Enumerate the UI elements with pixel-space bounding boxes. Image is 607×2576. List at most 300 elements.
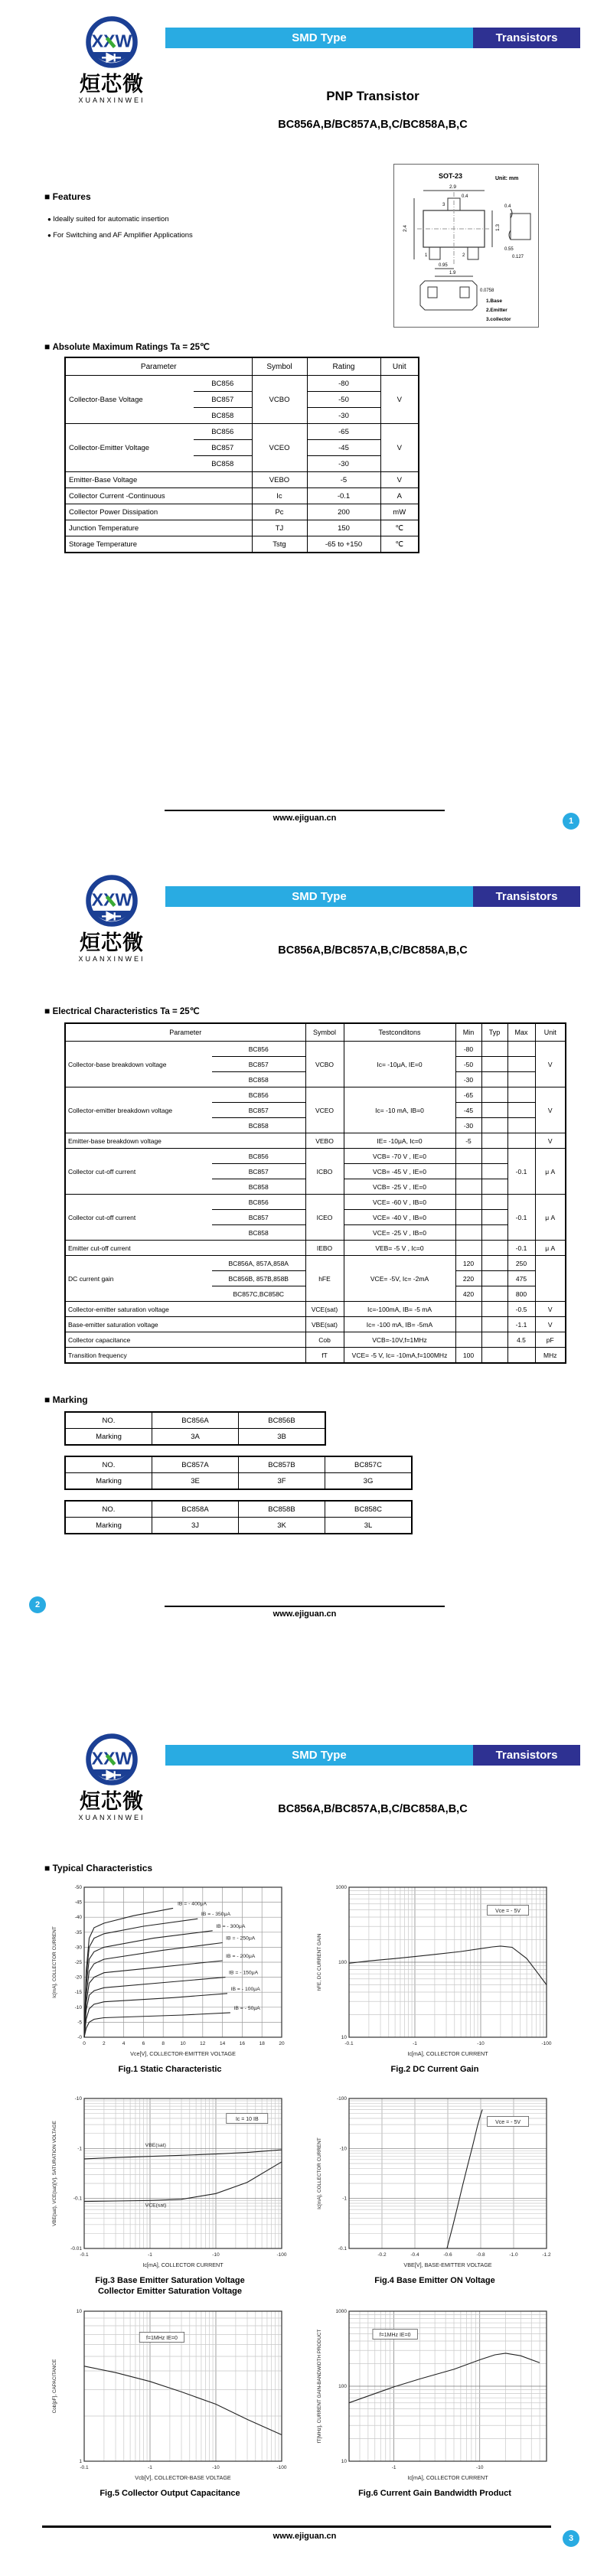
figure-6-caption: Fig.6 Current Gain Bandwidth Product [358,2489,511,2498]
svg-text:-40: -40 [74,1915,82,1921]
footer-rule [165,1606,445,1607]
col-header-unit: Unit [535,1023,566,1042]
rating-cell: 150 [307,520,380,536]
svg-text:Ic[mA], COLLECTOR CURRENT: Ic[mA], COLLECTOR CURRENT [52,1926,57,1998]
figure-1-caption: Fig.1 Static Characteristic [118,2065,222,2074]
marking-cell: BC857B [239,1456,325,1473]
table-row [65,1332,566,1348]
device-cell: BC858 [212,1072,305,1087]
parameter-cell: Junction Temperature [65,520,252,536]
svg-text:10: 10 [341,2035,347,2040]
svg-text:16: 16 [239,2041,246,2046]
svg-text:-1: -1 [413,2041,417,2046]
parameter-cell: Storage Temperature [65,536,252,553]
min-cell: -30 [455,1118,481,1133]
banner-smd-type: SMD Type [165,886,473,907]
min-cell: -50 [455,1057,481,1072]
svg-text:Vce = - 5V: Vce = - 5V [495,2120,521,2126]
condition-cell: VCB= -45 V , IE=0 [344,1164,455,1179]
table-row [65,357,419,376]
company-logo [64,14,159,104]
min-cell: -80 [455,1042,481,1057]
device-cell: BC856 [194,376,252,392]
typ-cell [481,1149,507,1164]
svg-text:IB = - 300μA: IB = - 300μA [216,1923,246,1929]
table-row [65,376,419,392]
parameter-cell: Collector capacitance [65,1332,305,1348]
svg-text:10: 10 [180,2041,186,2046]
table-row [65,1429,325,1446]
svg-text:f=1MHz IE=0: f=1MHz IE=0 [379,2333,411,2339]
symbol-cell: IEBO [305,1241,344,1256]
dim-lead-thickness: 0.127 [512,255,524,259]
footer-rule [42,2525,551,2528]
svg-text:-1: -1 [342,2196,347,2202]
company-logo [64,1731,159,1821]
max-cell: -0.1 [507,1241,535,1256]
figure-5-plot [47,2304,292,2487]
max-cell [507,1118,535,1133]
min-cell [455,1332,481,1348]
svg-text:1000: 1000 [335,1885,347,1890]
rating-cell: -5 [307,472,380,488]
svg-text:4: 4 [122,2041,126,2046]
min-cell [455,1210,481,1225]
min-cell [455,1195,481,1210]
unit-cell: ℃ [380,520,419,536]
marking-table [64,1456,413,1490]
features-title: ■ Features [44,191,91,202]
max-cell: 475 [507,1271,535,1286]
col-header-typ: Typ [481,1023,507,1042]
symbol-cell: TJ [252,520,307,536]
svg-text:1000: 1000 [335,2309,347,2314]
table-row [65,1023,566,1042]
marking-cell: Marking [65,1518,152,1534]
condition-cell: VCE= -5V, Ic= -2mA [344,1256,455,1302]
svg-text:-10: -10 [339,2146,347,2152]
device-cell: BC858 [212,1179,305,1195]
svg-text:-100: -100 [541,2041,552,2046]
marking-cell: 3G [325,1473,413,1490]
typ-cell [481,1256,507,1271]
typ-cell [481,1241,507,1256]
package-unit-note: Unit: mm [495,176,519,181]
svg-text:Ic[mA], COLLECTOR CURRENT: Ic[mA], COLLECTOR CURRENT [317,2137,322,2209]
figure-2-caption: Fig.2 DC Current Gain [390,2065,479,2074]
svg-text:Ic[mA], COLLECTOR CURRENT: Ic[mA], COLLECTOR CURRENT [142,2261,224,2268]
typ-cell [481,1302,507,1317]
svg-text:-0.6: -0.6 [443,2252,452,2258]
table-row [65,1518,412,1534]
min-cell: -45 [455,1103,481,1118]
table-row [65,1317,566,1332]
logo-emblem [83,14,140,70]
typ-cell [481,1133,507,1149]
table-row [65,472,419,488]
typ-cell [481,1225,507,1241]
unit-cell: V [535,1302,566,1317]
typ-cell [481,1087,507,1103]
svg-text:VBE[V], BASE-EMITTER VOLTAGE: VBE[V], BASE-EMITTER VOLTAGE [403,2261,492,2268]
svg-text:10: 10 [341,2459,347,2464]
parameter-cell: Collector-emitter saturation voltage [65,1302,305,1317]
abs-max-table [64,357,419,553]
condition-cell: VCE= -5 V, Ic= -10mA,f=100MHz [344,1348,455,1364]
figure-5 [47,2304,294,2498]
svg-text:-10: -10 [476,2465,484,2470]
condition-cell: VCE= -25 V , IB=0 [344,1225,455,1241]
device-cell: BC857 [194,392,252,408]
elec-table-wrap [64,1022,566,1364]
svg-text:100: 100 [338,1960,347,1965]
typ-cell [481,1332,507,1348]
svg-text:-10: -10 [212,2465,220,2470]
typ-cell [481,1210,507,1225]
rating-cell: -0.1 [307,488,380,504]
table-row [65,1348,566,1364]
dim-tab-width: 0.4 [462,194,468,199]
page-3 [0,1717,607,2576]
condition-cell: VEB= -5 V , Ic=0 [344,1241,455,1256]
svg-text:IB = - 350μA: IB = - 350μA [201,1912,231,1918]
pin-legend-3: 3.collector [486,317,511,322]
doc-title: PNP Transistor [326,89,419,103]
svg-text:-25: -25 [74,1960,82,1965]
pin-legend-1: 1.Base [486,298,502,304]
symbol-cell: ICBO [305,1149,344,1195]
logo-emblem [83,1731,140,1788]
parameter-cell: Emitter cut-off current [65,1241,305,1256]
pin-legend-2: 2.Emitter [486,308,507,313]
svg-text:-0.01: -0.01 [70,2246,82,2252]
table-row [65,1195,566,1210]
banner [165,886,580,907]
condition-cell: VCB= -25 V , IE=0 [344,1179,455,1195]
table-row [65,1087,566,1103]
svg-text:IB = - 200μA: IB = - 200μA [226,1954,256,1960]
svg-text:-0.1: -0.1 [338,2246,347,2252]
parameter-cell: DC current gain [65,1256,212,1302]
symbol-cell: VCEO [305,1087,344,1133]
abs-max-title: ■ Absolute Maximum Ratings Ta = 25℃ [44,341,210,352]
symbol-cell: VEBO [252,472,307,488]
svg-text:IB = - 150μA: IB = - 150μA [229,1970,259,1976]
condition-cell: VCB= -70 V , IE=0 [344,1149,455,1164]
max-cell [507,1103,535,1118]
parameter-cell: Collector-base breakdown voltage [65,1042,212,1087]
symbol-cell: VCE(sat) [305,1302,344,1317]
table-row [65,1042,566,1057]
unit-cell [535,1256,566,1302]
min-cell: 120 [455,1256,481,1271]
part-numbers: BC856A,B/BC857A,B,C/BC858A,B,C [278,944,468,957]
symbol-cell: Cob [305,1332,344,1348]
svg-text:Vce = - 5V: Vce = - 5V [495,1909,521,1915]
symbol-cell: VCEO [252,424,307,472]
condition-cell: Ic= -10μA, IE=0 [344,1042,455,1087]
rating-cell: -30 [307,408,380,424]
package-drawing [393,164,539,328]
symbol-cell: Tstg [252,536,307,553]
rating-cell: -30 [307,456,380,472]
pin2-label: 2 [462,253,465,258]
elec-table [64,1022,566,1364]
device-cell: BC856 [212,1042,305,1057]
typ-cell [481,1195,507,1210]
marking-cell: 3A [152,1429,239,1446]
banner-transistors: Transistors [473,1745,580,1766]
table-row [65,1501,412,1518]
svg-text:-1.0: -1.0 [509,2252,518,2258]
svg-text:-10: -10 [74,2004,82,2010]
svg-text:0: 0 [83,2041,86,2046]
marking-cell: BC856B [239,1412,326,1429]
part-numbers: BC856A,B/BC857A,B,C/BC858A,B,C [278,119,468,131]
typ-cell [481,1072,507,1087]
min-cell: 100 [455,1348,481,1364]
parameter-cell: Emitter-Base Voltage [65,472,252,488]
condition-cell: VCB=-10V,f=1MHz [344,1332,455,1348]
parameter-cell: Emitter-base breakdown voltage [65,1133,305,1149]
marking-table [64,1500,413,1534]
unit-cell: V [380,376,419,424]
device-cell: BC856 [212,1087,305,1103]
svg-text:IB = - 400μA: IB = - 400μA [177,1901,207,1907]
logo-monogram: XXW [91,31,132,51]
unit-cell: V [380,424,419,472]
figure-4 [312,2091,559,2285]
svg-text:-20: -20 [74,1974,82,1981]
col-header-min: Min [455,1023,481,1042]
marking-cell: 3E [152,1473,239,1490]
table-row [65,536,419,553]
unit-cell: pF [535,1332,566,1348]
figure-5-caption: Fig.5 Collector Output Capacitance [100,2489,240,2498]
device-cell: BC858 [212,1118,305,1133]
condition-cell: VCE= -60 V , IB=0 [344,1195,455,1210]
svg-text:-1: -1 [148,2465,152,2470]
min-cell [455,1164,481,1179]
condition-cell: IE= -10μA, Ic=0 [344,1133,455,1149]
svg-text:-0.4: -0.4 [410,2252,419,2258]
unit-cell: V [535,1042,566,1087]
logo-latin-name: XUANXINWEI [78,1814,145,1822]
svg-text:-1: -1 [77,2146,82,2152]
unit-cell: ℃ [380,536,419,553]
svg-text:hFE, DC CURRENT GAIN: hFE, DC CURRENT GAIN [317,1933,322,1991]
marking-table-3-wrap [64,1500,413,1534]
max-cell: -1.1 [507,1317,535,1332]
symbol-cell: hFE [305,1256,344,1302]
marking-cell: 3B [239,1429,326,1446]
svg-text:-5: -5 [77,2020,82,2026]
typ-cell [481,1057,507,1072]
device-cell: BC857C,BC858C [212,1286,305,1302]
table-row [65,1456,412,1473]
device-cell: BC857 [212,1164,305,1179]
svg-text:-1: -1 [148,2252,152,2258]
typ-cell [481,1118,507,1133]
min-cell: -65 [455,1087,481,1103]
marking-cell: Marking [65,1429,152,1446]
svg-text:Ic[mA], COLLECTOR CURRENT: Ic[mA], COLLECTOR CURRENT [407,2474,488,2481]
condition-cell: VCE= -40 V , IB=0 [344,1210,455,1225]
max-cell [507,1348,535,1364]
logo-monogram: XXW [91,889,132,910]
table-row [65,1256,566,1271]
parameter-cell: Collector-Emitter Voltage [65,424,194,472]
device-cell: BC858 [194,456,252,472]
symbol-cell: VCBO [305,1042,344,1087]
svg-text:-15: -15 [74,1990,82,1996]
device-cell: BC858 [212,1225,305,1241]
banner-transistors: Transistors [473,886,580,907]
footer-url: www.ejiguan.cn [272,1609,337,1619]
rating-cell: 200 [307,504,380,520]
symbol-cell: VEBO [305,1133,344,1149]
figure-3-caption: Fig.3 Base Emitter Saturation Voltage [95,2276,245,2285]
max-cell: 4.5 [507,1332,535,1348]
min-cell: -5 [455,1133,481,1149]
figure-4-plot [312,2091,557,2274]
unit-cell: V [535,1133,566,1149]
unit-cell: MHz [535,1348,566,1364]
svg-text:VBE(sat): VBE(sat) [145,2143,166,2149]
parameter-cell: Collector cut-off current [65,1149,212,1195]
elec-title: ■ Electrical Characteristics Ta = 25℃ [44,1006,200,1016]
min-cell [455,1317,481,1332]
marking-table [64,1411,326,1446]
marking-title: ■ Marking [44,1394,88,1405]
banner-transistors: Transistors [473,28,580,48]
svg-text:-45: -45 [74,1899,82,1906]
logo-latin-name: XUANXINWEI [78,96,145,105]
unit-cell: mW [380,504,419,520]
svg-text:-100: -100 [336,2096,347,2102]
col-header-symbol: Symbol [305,1023,344,1042]
min-cell [455,1302,481,1317]
parameter-cell: Transition frequency [65,1348,305,1364]
figure-2 [312,1880,559,2074]
svg-text:Vce[V], COLLECTOR-EMITTER VOLT: Vce[V], COLLECTOR-EMITTER VOLTAGE [130,2050,236,2057]
dim-lead-bot: 0.55 [504,247,514,252]
table-row [65,1412,325,1429]
min-cell: 420 [455,1286,481,1302]
marking-cell: NO. [65,1501,152,1518]
banner [165,1745,580,1766]
symbol-cell: Pc [252,504,307,520]
max-cell [507,1057,535,1072]
col-header-max: Max [507,1023,535,1042]
svg-text:-50: -50 [74,1885,82,1890]
device-cell: BC857 [212,1103,305,1118]
condition-cell: Ic= -100 mA, IB= -5mA [344,1317,455,1332]
svg-text:-100: -100 [276,2465,287,2470]
feature-item: ● Ideally suited for automatic insertion [47,215,169,223]
svg-text:Cob[pF], CAPACITANCE: Cob[pF], CAPACITANCE [52,2359,57,2414]
max-cell: -0.1 [507,1195,535,1241]
svg-text:-0.1: -0.1 [73,2196,82,2202]
svg-text:-100: -100 [276,2252,287,2258]
rating-cell: -50 [307,392,380,408]
table-row [65,488,419,504]
figure-1 [47,1880,294,2074]
svg-text:-0.8: -0.8 [476,2252,485,2258]
marking-cell: BC858C [325,1501,413,1518]
device-cell: BC858 [194,408,252,424]
pin3-label: 3 [442,203,445,207]
dim-pitch2: 1.9 [449,271,456,276]
logo-latin-name: XUANXINWEI [78,955,145,964]
rating-cell: -80 [307,376,380,392]
col-header-parameter: Parameter [65,357,252,376]
footer-url: www.ejiguan.cn [272,814,337,823]
dim-lead-top: 0.4 [504,204,511,209]
marking-cell: BC857A [152,1456,239,1473]
parameter-cell: Collector-emitter breakdown voltage [65,1087,212,1133]
figure-6-plot [312,2304,557,2487]
page-number-badge: 1 [563,813,579,830]
col-header-rating: Rating [307,357,380,376]
min-cell [455,1225,481,1241]
device-cell: BC857 [194,440,252,456]
table-row [65,1149,566,1164]
page-number-badge: 2 [29,1596,46,1613]
svg-text:Vcb[V], COLLECTOR-BASE VOLTAGE: Vcb[V], COLLECTOR-BASE VOLTAGE [135,2474,231,2481]
svg-text:-0: -0 [77,2035,82,2040]
svg-text:6: 6 [142,2041,145,2046]
typ-cell [481,1179,507,1195]
marking-cell: 3J [152,1518,239,1534]
marking-cell: NO. [65,1412,152,1429]
typ-cell [481,1103,507,1118]
min-cell: -30 [455,1072,481,1087]
svg-text:-0.1: -0.1 [80,2465,89,2470]
marking-cell: BC857C [325,1456,413,1473]
unit-cell: V [535,1087,566,1133]
rating-cell: -45 [307,440,380,456]
max-cell: 800 [507,1286,535,1302]
symbol-cell: ICEO [305,1195,344,1241]
page-2 [0,859,607,1717]
figure-2-plot [312,1880,557,2063]
banner-smd-type: SMD Type [165,28,473,48]
condition-cell: Ic=-100mA, IB= -5 mA [344,1302,455,1317]
typ-cell [481,1348,507,1364]
figure-1-plot [47,1880,292,2063]
col-header-parameter: Parameter [65,1023,305,1042]
typ-cell [481,1042,507,1057]
svg-text:-30: -30 [74,1945,82,1951]
marking-cell: Marking [65,1473,152,1490]
svg-text:2: 2 [102,2041,106,2046]
parameter-cell: Base-emitter saturation voltage [65,1317,305,1332]
table-row [65,1241,566,1256]
table-row [65,504,419,520]
parameter-cell: Collector-Base Voltage [65,376,194,424]
banner-smd-type: SMD Type [165,1745,473,1766]
symbol-cell: VBE(sat) [305,1317,344,1332]
min-cell [455,1149,481,1164]
svg-text:f=1MHz IE=0: f=1MHz IE=0 [146,2335,178,2341]
rating-cell: -65 to +150 [307,536,380,553]
table-row [65,1302,566,1317]
condition-cell: Ic= -10 mA, IB=0 [344,1087,455,1133]
svg-text:8: 8 [162,2041,165,2046]
part-numbers: BC856A,B/BC857A,B,C/BC858A,B,C [278,1803,468,1815]
max-cell [507,1042,535,1057]
